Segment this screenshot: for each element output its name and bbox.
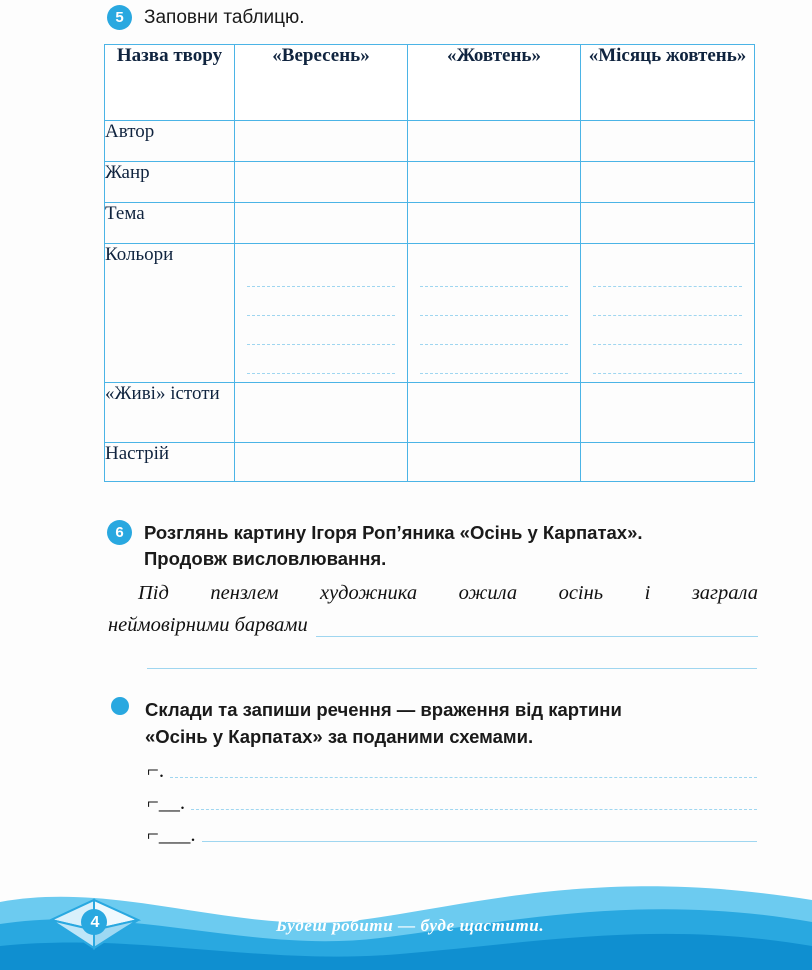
scheme-answer-line[interactable]	[202, 841, 757, 842]
cell-colors-zhovten[interactable]	[408, 244, 581, 383]
writing-line[interactable]	[420, 258, 568, 287]
table-row	[105, 383, 755, 443]
bullet-task-text	[145, 697, 622, 751]
scheme-row	[147, 789, 757, 815]
writing-lines-group	[408, 244, 580, 374]
table-row	[105, 244, 755, 383]
answer-rule[interactable]	[147, 668, 757, 669]
cell-genre-zhovten[interactable]	[408, 162, 581, 203]
task-6-heading	[107, 520, 777, 573]
writing-line[interactable]	[593, 316, 742, 345]
writing-line[interactable]	[420, 287, 568, 316]
bullet-task	[111, 697, 771, 751]
sentence-line-1: Під пензлем художника ожила осінь і заграла	[138, 582, 758, 604]
cell-genre-veresen[interactable]	[235, 162, 408, 203]
writing-line[interactable]	[247, 345, 395, 374]
writing-line[interactable]	[593, 345, 742, 374]
writing-line[interactable]	[593, 287, 742, 316]
writing-line[interactable]	[247, 287, 395, 316]
cell-theme-zhovten[interactable]	[408, 203, 581, 244]
writing-lines-group	[581, 244, 754, 374]
scheme-answer-line[interactable]	[191, 809, 757, 810]
table-row	[105, 443, 755, 482]
table-header-cell-1: «Вересень»	[235, 45, 408, 121]
table-header-cell-2: «Жовтень»	[408, 45, 581, 121]
table-header-cell-3: «Місяць жовтень»	[581, 45, 755, 121]
table-header-row	[105, 45, 755, 121]
task-6-number-badge: 6	[107, 520, 132, 545]
scheme-row	[147, 821, 757, 847]
sentence-scheme-list	[147, 757, 757, 853]
cell-mood-zhovten[interactable]	[408, 443, 581, 482]
sentence-line-2: неймовірними барвами	[108, 613, 308, 636]
table-header-cell-0: Назва твору	[105, 45, 235, 121]
cell-alive-zhovten[interactable]	[408, 383, 581, 443]
row-label-author: Автор	[105, 121, 235, 162]
writing-line[interactable]	[247, 316, 395, 345]
row-label-alive: «Живі» істоти	[105, 383, 235, 443]
row-label-mood: Настрій	[105, 443, 235, 482]
writing-line[interactable]	[420, 316, 568, 345]
footer-motto: Будеш робити — буде щастити.	[276, 916, 545, 935]
cell-author-veresen[interactable]	[235, 121, 408, 162]
row-label-theme: Тема	[105, 203, 235, 244]
page-number: 4	[90, 914, 100, 931]
scheme-mark: ⌐__.	[147, 790, 186, 814]
scheme-mark: ⌐.	[147, 758, 165, 782]
cell-genre-misyats[interactable]	[581, 162, 755, 203]
sentence-line-2-row	[108, 610, 758, 642]
cell-author-zhovten[interactable]	[408, 121, 581, 162]
table-row	[105, 203, 755, 244]
scheme-mark: ⌐___.	[147, 822, 196, 846]
bullet-task-line1: Склади та запиши речення — враження від картини	[145, 699, 622, 720]
answer-rule[interactable]	[316, 636, 758, 637]
scheme-answer-line[interactable]	[170, 777, 757, 778]
table-row	[105, 162, 755, 203]
task-5-instruction: Заповни таблицю.	[144, 6, 305, 28]
cell-author-misyats[interactable]	[581, 121, 755, 162]
bullet-task-line2: «Осінь у Карпатах» за поданими схемами.	[145, 725, 534, 747]
cell-colors-veresen[interactable]	[235, 244, 408, 383]
task-6-sentence-starter	[108, 578, 758, 642]
row-label-colors: Кольори	[105, 244, 235, 383]
cell-alive-misyats[interactable]	[581, 383, 755, 443]
cell-theme-misyats[interactable]	[581, 203, 755, 244]
task-6-instruction	[144, 520, 643, 573]
comparison-table-wrapper	[104, 44, 754, 482]
writing-line[interactable]	[420, 345, 568, 374]
comparison-table	[104, 44, 755, 482]
task-6-instruction-line1: Розглянь картину Ігоря Роп’яника «Осінь у Карпатах».	[144, 522, 643, 543]
task-5-number-badge: 5	[107, 5, 132, 30]
scheme-row	[147, 757, 757, 783]
cell-alive-veresen[interactable]	[235, 383, 408, 443]
row-label-genre: Жанр	[105, 162, 235, 203]
bullet-dot-icon	[111, 697, 129, 715]
writing-line[interactable]	[247, 258, 395, 287]
cell-mood-veresen[interactable]	[235, 443, 408, 482]
task-6-instruction-line2: Продовж висловлювання.	[144, 548, 387, 570]
task-5-heading	[107, 5, 305, 30]
cell-colors-misyats[interactable]	[581, 244, 755, 383]
cell-mood-misyats[interactable]	[581, 443, 755, 482]
writing-lines-group	[235, 244, 407, 374]
cell-theme-veresen[interactable]	[235, 203, 408, 244]
table-row	[105, 121, 755, 162]
writing-line[interactable]	[593, 258, 742, 287]
